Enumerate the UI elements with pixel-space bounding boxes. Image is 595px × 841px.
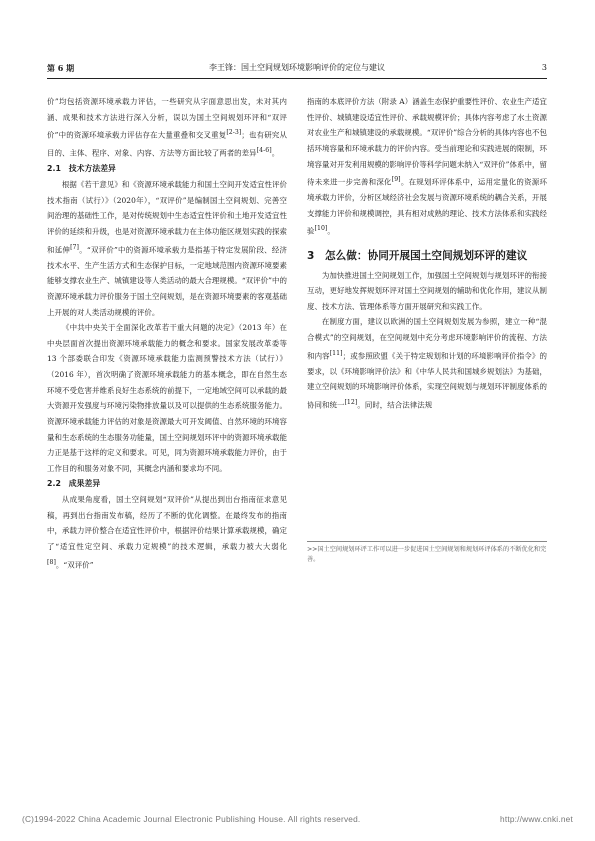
section-heading-2-1: 2.1 技术方法差异 — [47, 164, 116, 174]
header-rule — [47, 78, 547, 79]
page-number: 3 — [541, 63, 547, 72]
copyright-notice: (C)1994-2022 China Academic Journal Electronic Publishing House. All rights reserved. — [22, 814, 361, 824]
side-note — [307, 541, 547, 564]
footer-url: http://www.cnki.net — [500, 814, 573, 824]
citation: [9] — [391, 176, 401, 184]
citation: [12] — [344, 399, 358, 407]
citation: [4-6] — [256, 147, 272, 155]
paragraph: 为加快推进国土空间规划工作，加强国土空间规划与规划环评的衔接互动，更好地发挥规划环评对国土空间规划的辅助和优化作用，建议从制度、技术方法、管理体系等方面开展研究和实践工作。 — [307, 270, 547, 311]
side-note-text: >>国土空间规划环评工作可以进一步促进国土空间规划和规划环评体系的不断优化和完善。 — [307, 546, 547, 563]
running-title: 李王锋：国土空间规划环境影响评价的定位与建议 — [209, 63, 385, 72]
section-heading-3 — [307, 248, 547, 264]
right-column — [307, 94, 547, 413]
section-number: 3 — [307, 249, 315, 262]
paragraph: 指南的本底评价方法（附录 A）涵盖生态保护重要性评价、农业生产适宜性评价、城镇建设适宜性评价、承载规模评价；具体内容考虑了水土资源对农业生产和城镇建设的承载规模。“双评价”综合分析的具体内容也不包括环境容量和环境承载力的评价内容。受当前理论和实践进展的限制，环境容量对开发利用规模的影响评价等科学问题未纳入“双评价”体系中，留待未来进一步完善和深化[9]。在规划环评体系中，运用定量化的资源环境承载力评价，分析区域经济社会发展与资源环境系统的耦合关系，开展支撑能力评价和规模调控，具有相对成熟的理论、技术方法体系和实践经验[10]。 — [307, 97, 547, 236]
citation: [7] — [70, 243, 79, 251]
left-column — [47, 94, 287, 573]
running-header — [47, 62, 547, 76]
paragraph: 从成果角度看，国土空间规划“双评价”从提出到出台指南征求意见稿，再到出台指南发布稿，经历了不断的优化调整。在最终发布的指南中，承载力评价整合在适宜性评价中，根据评价结果计算承载规模，确定了“适宜性定空间、承载力定规模”的技术逻辑，承载力被大大弱化[8]。“双评价” — [47, 495, 287, 570]
section-heading-2-2: 2.2 成果差异 — [47, 479, 101, 489]
citation: [2-3] — [226, 129, 242, 137]
citation: [11] — [329, 349, 343, 357]
citation: [8] — [47, 558, 56, 566]
paragraph: 《中共中央关于全面深化改革若干重大问题的决定》（2013 年）在中央层面首次提出资源环境承载能力的概念和要求。国家发展改革委等 13 个部委联合印发《资源环境承载能力监测预警技术方法（试行）》（2016 年），首次明确了资源环境承载能力的基本概念，即在自然生态环境不受危害并维系良好生态系统的前提下，一定地域空间可以承载的最大资源开发强度与环境污染物排放量以及可以提供的生态系统服务能力。资源环境承载能力评估的对象是资源最大可开发阈值、自然环境的环境容量和生态系统的生态服务功能量，国土空间规划环评中的资源环境承载能力正是基于这样的定义和要求。可见，同为资源环境承载能力评价，由于工作目的和服务对象不同，其概念内涵和要求均不同。 — [47, 323, 287, 473]
paragraph: 根据《若干意见》和《资源环境承载能力和国土空间开发适宜性评价技术指南（试行）》（2020年），“双评价”是编制国土空间规划、完善空间治理的基础性工作，是对传统规划中生态适宜性评价和土地开发适宜性评价的延续和升级，也是对资源环境承载力在主体功能区规划实践的探索和延伸[7]。“双评价”中的资源环境承载力是指基于特定发展阶段、经济技术水平、生产生活方式和生态保护目标，一定地域范围内资源环境要素能够支撑农业生产、城镇建设等人类活动的最大合理规模。“双评价”中的资源环境承载力评价服务于国土空间规划，是在资源环境要素的客观基础上开展的对人类活动规模的评价。 — [47, 180, 287, 317]
section-title: 怎么做：协同开展国土空间规划环评的建议 — [325, 249, 528, 262]
paragraph: 在制度方面，建议以欧洲的国土空间规划发展为参照，建立一种“混合模式”的空间规划，在空间规划中充分考虑环境影响评价的流程、方法和内容[11]；或参照欧盟《关于特定规划和计划的环境影响评价指令》的要求，以《环境影响评价法》和《中华人民共和国城乡规划法》为基础，建立空间规划的环境影响评价体系，实现空间规划与规划环评制度体系的协同和统一[12]。同时，结合法律法规 — [307, 317, 547, 410]
paragraph: 价”均包括资源环境承载力评估，一些研究从字面意思出发，未对其内涵、成果和技术方法进行深入分析，误以为国土空间规划环评和“双评价”中的资源环境承载力评估存在大量重叠和交叉重复[2-3]；也有研究从目的、主体、程序、对象、内容、方法等方面比较了两者的差异[4-6]。 — [47, 97, 287, 158]
citation: [10] — [314, 225, 328, 233]
page-footer — [22, 814, 573, 824]
issue-number: 第 6 期 — [47, 63, 75, 73]
